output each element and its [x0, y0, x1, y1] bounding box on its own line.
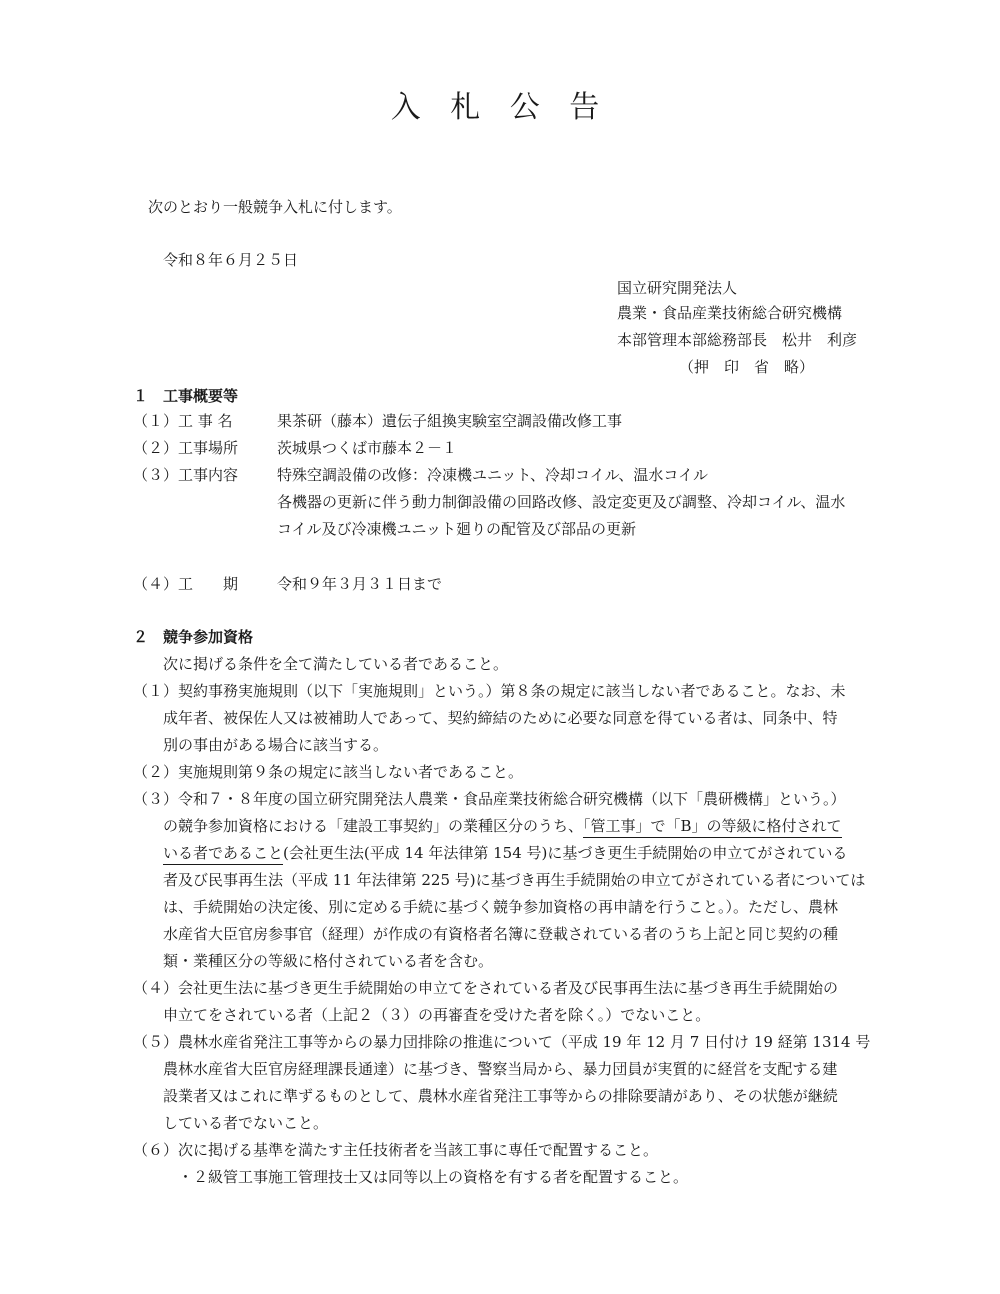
section-2-heading: ２ 競争参加資格: [133, 628, 254, 646]
paragraph-line: 農林水産省大臣官房経理課長通達）に基づき、警察当局から、暴力団員が実質的に経営を支配する建: [163, 1060, 838, 1078]
issuer-officer: 本部管理本部総務部長 松井 利彦: [617, 331, 858, 349]
paragraph-line: （１）契約事務実施規則（以下「実施規則」という。）第８条の規定に該当しない者であること。なお、未: [133, 682, 846, 700]
paragraph-line: [163, 819, 842, 834]
paragraph-line: （５）農林水産省発注工事等からの暴力団排除の推進について（平成 19 年 12 月 7 日付け 19 経第 1314 号: [133, 1033, 871, 1051]
underlined-text: 「管工事」で「B」の等級に格付されて: [583, 817, 842, 838]
item-label: （１）工 事 名: [133, 412, 233, 430]
issuer-org2: 農業・食品産業技術総合研究機構: [617, 304, 843, 322]
item-value: 特殊空調設備の改修：冷凍機ユニット、冷却コイル、温水コイル: [277, 466, 708, 484]
paragraph-line: 者及び民事再生法（平成 11 年法律第 225 号)に基づき再生手続開始の申立てがされている者については: [163, 871, 866, 889]
item-value: 果茶研（藤本）遺伝子組換実験室空調設備改修工事: [277, 412, 623, 430]
item-label: （２）工事場所: [133, 439, 239, 457]
paragraph-line: 類・業種区分の等級に格付されている者を含む。: [163, 952, 494, 970]
paragraph-line: （２）実施規則第９条の規定に該当しない者であること。: [133, 763, 524, 781]
item-label: （４）工 期: [133, 575, 239, 593]
notice-date: 令和８年６月２５日: [163, 251, 299, 269]
paragraph-line: （６）次に掲げる基準を満たす主任技術者を当該工事に専任で配置すること。: [133, 1141, 659, 1159]
text-run: の競争参加資格における「建設工事契約」の業種区分のうち、: [163, 817, 584, 835]
issuer-org1: 国立研究開発法人: [617, 279, 738, 297]
text-run: (会社更生法(平成 14 年法律第 154 号)に基づき更生手続開始の申立てがされている: [283, 844, 848, 862]
section-2-lead: 次に掲げる条件を全て満たしている者であること。: [163, 655, 509, 673]
paragraph-line: は、手続開始の決定後、別に定める手続に基づく競争参加資格の再申請を行うこと。）。ただし、農林: [163, 898, 839, 916]
underlined-text: いる者であること: [163, 844, 283, 865]
item-value: 茨城県つくば市藤本２－１: [277, 439, 458, 457]
page-title: 入 札 公 告: [390, 90, 610, 125]
seal-omitted: （押 印 省 略）: [679, 358, 815, 376]
paragraph-line: （３）令和７・８年度の国立研究開発法人農業・食品産業技術総合研究機構（以下「農研機構」という。）: [133, 790, 846, 808]
paragraph-line: [163, 846, 847, 861]
item-value: コイル及び冷凍機ユニット廻りの配管及び部品の更新: [277, 520, 636, 538]
paragraph-line: （４）会社更生法に基づき更生手続開始の申立てをされている者及び民事再生法に基づき再生手続開始の: [133, 979, 839, 997]
paragraph-line: 設業者又はこれに準ずるものとして、農林水産省発注工事等からの排除要請があり、その状態が継続: [163, 1087, 838, 1105]
item-value: 各機器の更新に伴う動力制御設備の回路改修、設定変更及び調整、冷却コイル、温水: [277, 493, 846, 511]
intro-text: 次のとおり一般競争入札に付します。: [148, 198, 402, 216]
paragraph-line: 申立てをされている者（上記２（３）の再審査を受けた者を除く。）でないこと。: [163, 1006, 711, 1024]
paragraph-line: 成年者、被保佐人又は被補助人であって、契約締結のために必要な同意を得ている者は、同条中、特: [163, 709, 838, 727]
bullet-line: ・２級管工事施工管理技士又は同等以上の資格を有する者を配置すること。: [178, 1168, 689, 1186]
item-value: 令和９年３月３１日まで: [277, 575, 443, 593]
item-label: （３）工事内容: [133, 466, 239, 484]
section-1-heading: １ 工事概要等: [133, 387, 239, 405]
paragraph-line: 別の事由がある場合に該当する。: [163, 736, 389, 754]
paragraph-line: している者でないこと。: [163, 1114, 329, 1132]
paragraph-line: 水産省大臣官房参事官（経理）が作成の有資格者名簿に登載されている者のうち上記と同じ契約の種: [163, 925, 839, 943]
